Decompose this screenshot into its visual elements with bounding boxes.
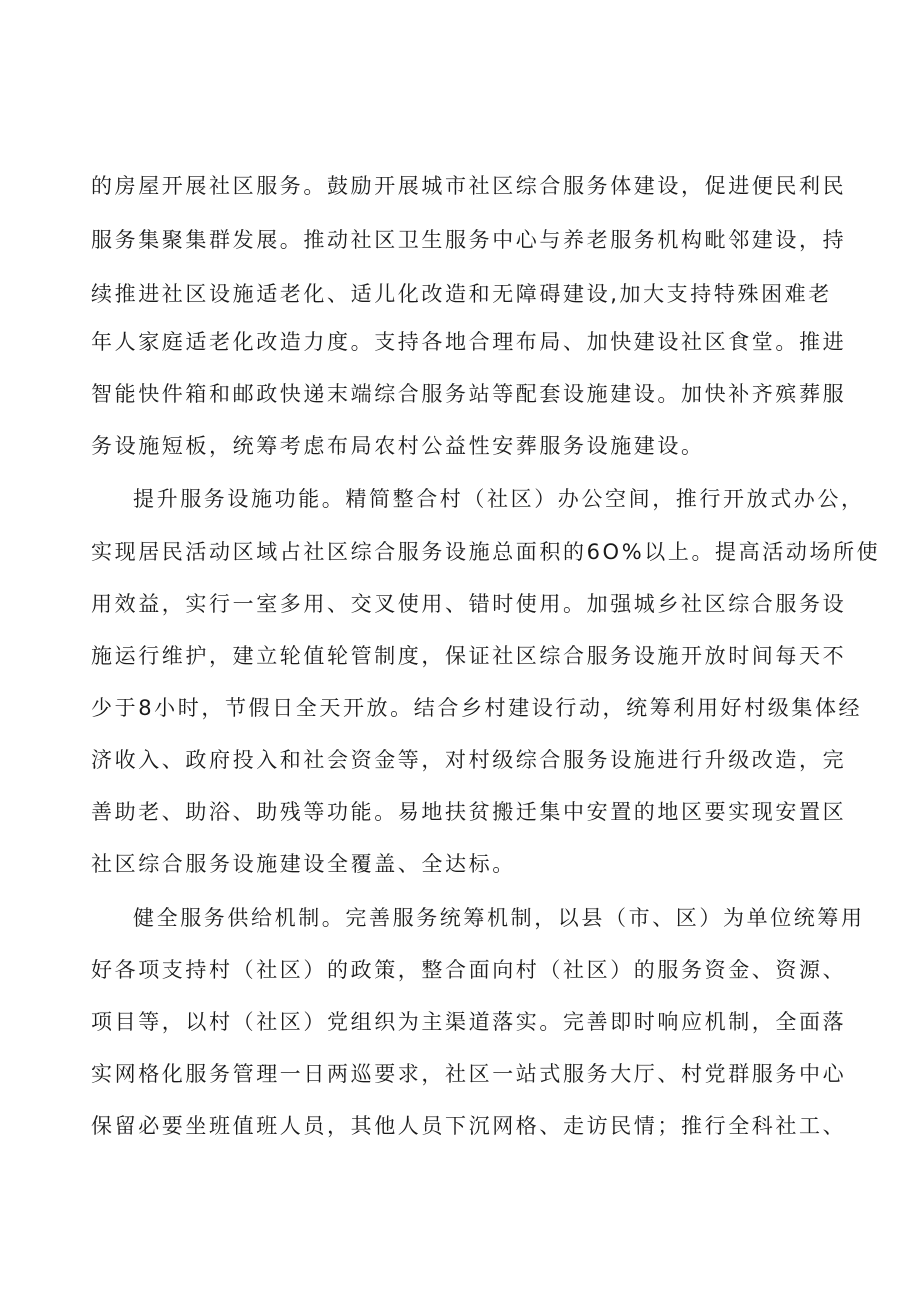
text-line: 用效益，实行一室多用、交叉使用、错时使用。加强城乡社区综合服务设 xyxy=(91,592,847,616)
text-line: 的房屋开展社区服务。鼓励开展城市社区综合服务体建设，促进便民利民 xyxy=(91,174,847,198)
text-line: 实网格化服务管理一日两巡要求，社区一站式服务大厅、村党群服务中心 xyxy=(91,1062,847,1086)
text-line: 好各项支持村（社区）的政策，整合面向村（社区）的服务资金、资源、 xyxy=(91,958,847,982)
text-line: 智能快件箱和邮政快递末端综合服务站等配套设施建设。加快补齐殡葬服 xyxy=(91,382,847,406)
text-line: 少于8小时，节假日全天开放。结合乡村建设行动，统筹利用好村级集体经 xyxy=(91,696,863,720)
text-line: 实现居民活动区域占社区综合服务设施总面积的6O%以上。提高活动场所使 xyxy=(91,540,881,564)
text-line: 保留必要坐班值班人员，其他人员下沉网格、走访民情；推行全科社工、 xyxy=(91,1114,847,1138)
paragraph-first-line: 提升服务设施功能。精简整合村（社区）办公空间，推行开放式办公， xyxy=(133,487,865,511)
text-line: 续推进社区设施适老化、适儿化改造和无障碍建设,加大支持特殊困难老 xyxy=(91,282,832,306)
text-line: 项目等，以村（社区）党组织为主渠道落实。完善即时响应机制，全面落 xyxy=(91,1010,847,1034)
text-line: 济收入、政府投入和社会资金等，对村级综合服务设施进行升级改造，完 xyxy=(91,748,847,772)
text-line: 善助老、助浴、助残等功能。易地扶贫搬迁集中安置的地区要实现安置区 xyxy=(91,800,847,824)
text-line: 年人家庭适老化改造力度。支持各地合理布局、加快建设社区食堂。推进 xyxy=(91,330,847,354)
text-line: 施运行维护，建立轮值轮管制度，保证社区综合服务设施开放时间每天不 xyxy=(91,644,847,668)
paragraph-first-line: 健全服务供给机制。完善服务统筹机制，以县（市、区）为单位统筹用 xyxy=(133,906,865,930)
text-line: 服务集聚集群发展。推动社区卫生服务中心与养老服务机构毗邻建设，持 xyxy=(91,228,847,252)
text-line: 务设施短板，统筹考虑布局农村公益性安葬服务设施建设。 xyxy=(91,434,705,458)
text-line: 社区综合服务设施建设全覆盖、全达标。 xyxy=(91,852,516,876)
